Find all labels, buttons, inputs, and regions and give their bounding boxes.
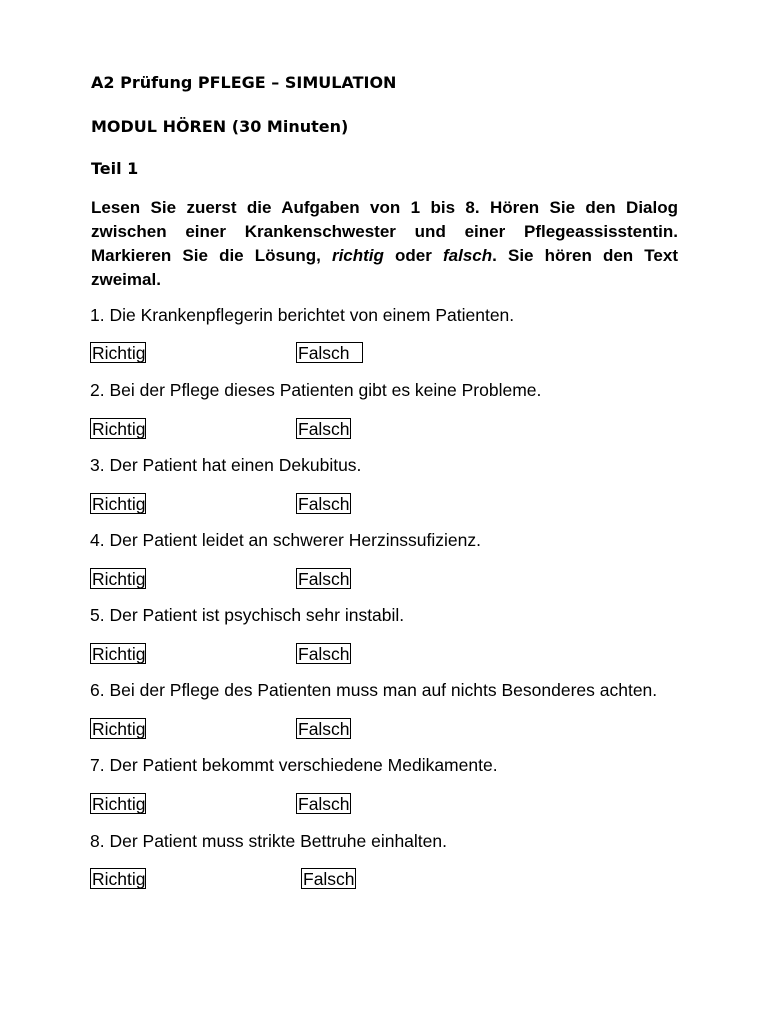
instructions-oder: oder bbox=[383, 246, 443, 265]
falsch-option-8[interactable]: Falsch bbox=[303, 869, 355, 889]
richtig-option-2[interactable]: Richtig bbox=[92, 419, 146, 439]
question-6: 6. Bei der Pflege des Patienten muss man auf nichts Besonderes achten. bbox=[90, 680, 658, 700]
question-4: 4. Der Patient leidet an schwerer Herzinssufizienz. bbox=[90, 530, 482, 550]
question-7: 7. Der Patient bekommt verschiedene Medikamente. bbox=[90, 755, 498, 775]
question-3: 3. Der Patient hat einen Dekubitus. bbox=[90, 455, 362, 475]
falsch-option-4[interactable]: Falsch bbox=[298, 569, 350, 589]
instructions-end: . Sie hören den Text zweimal. bbox=[91, 246, 678, 289]
richtig-option-1[interactable]: Richtig bbox=[92, 343, 146, 363]
richtig-option-3[interactable]: Richtig bbox=[92, 494, 146, 514]
question-5: 5. Der Patient ist psychisch sehr instabil. bbox=[90, 605, 405, 625]
falsch-option-5[interactable]: Falsch bbox=[298, 644, 350, 664]
instructions-richtig: richtig bbox=[331, 246, 384, 265]
exam-title: A2 Prüfung PFLEGE – SIMULATION bbox=[91, 73, 397, 92]
question-2: 2. Bei der Pflege dieses Patienten gibt es keine Probleme. bbox=[90, 380, 542, 400]
falsch-option-3[interactable]: Falsch bbox=[298, 494, 350, 514]
falsch-option-6[interactable]: Falsch bbox=[298, 719, 350, 739]
richtig-option-7[interactable]: Richtig bbox=[92, 794, 146, 814]
question-8: 8. Der Patient muss strikte Bettruhe einhalten. bbox=[90, 831, 447, 851]
falsch-option-2[interactable]: Falsch bbox=[298, 419, 350, 439]
instructions bbox=[91, 196, 678, 292]
richtig-option-6[interactable]: Richtig bbox=[92, 719, 146, 739]
module-heading: MODUL HÖREN (30 Minuten) bbox=[91, 117, 349, 136]
part-heading: Teil 1 bbox=[91, 159, 139, 178]
instructions-falsch: falsch bbox=[443, 246, 493, 265]
richtig-option-5[interactable]: Richtig bbox=[92, 644, 146, 664]
falsch-option-7[interactable]: Falsch bbox=[298, 794, 350, 814]
falsch-option-1[interactable]: Falsch bbox=[296, 342, 363, 363]
richtig-option-8[interactable]: Richtig bbox=[92, 869, 146, 889]
question-1: 1. Die Krankenpflegerin berichtet von einem Patienten. bbox=[90, 305, 515, 325]
instructions-text: Lesen Sie zuerst die Aufgaben von 1 bis 8. Hören Sie den Dialog zwischen einer Krankenschwester und einer Pflegeassisstentin. Markieren Sie die Lösung, bbox=[91, 198, 678, 265]
richtig-option-4[interactable]: Richtig bbox=[92, 569, 146, 589]
